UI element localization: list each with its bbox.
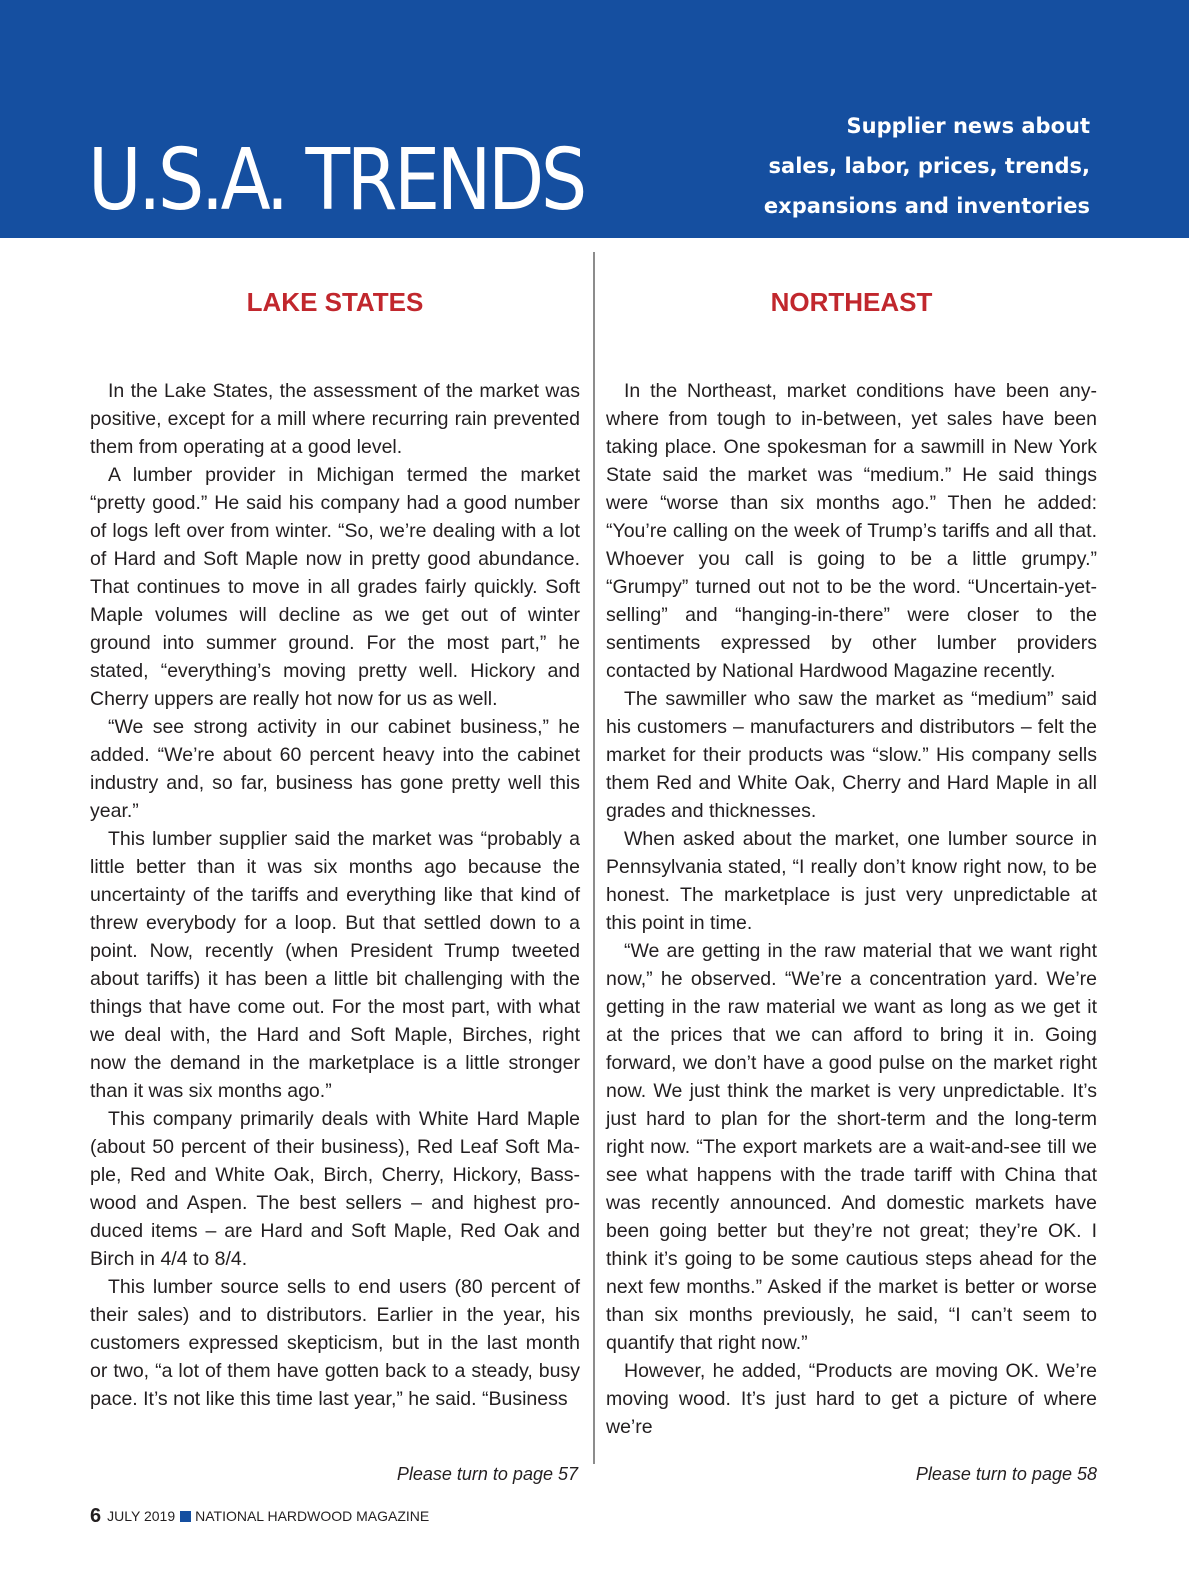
header-banner (0, 0, 1189, 238)
article-paragraph: “We are getting in the raw material that we want right now,” he observed. “We’re a concentration yard. We’re getting in the raw material we want as long as we get it at the prices that we can afford to bring it in. Going forward, we don’t have a good pulse on the market right now. We just think the market is very unpredictable. It’s just hard to plan for the short-term and the long-term right now. “The export markets are a wait-and-see till we see what happens with the trade tariff with China that was recently announced. And domestic markets have been going better but they’re not great; they’re OK. I think it’s going to be some cautious steps ahead for the next few months.” Asked if the market is better or worse than six months previously, he said, “I can’t seem to quantify that right now.” (606, 940, 1097, 1354)
article-paragraph: A lumber provider in Michigan termed the market “pretty good.” He said his company had a good number of logs left over from winter. “So, we’re dealing with a lot of Hard and Soft Maple now in pretty good abundance. That continues to move in all grades fairly quickly. Soft Maple volumes will decline as we get out of winter ground into summer ground. For the most part,” he stated, “everything’s moving pretty well. Hickory and Cherry uppers are really hot now for us as well. (90, 464, 580, 710)
column-divider (593, 252, 595, 1464)
article-paragraph: This company primarily deals with White Hard Maple (about 50 percent of their business), Red Leaf Soft Maple, Red and White Oak, Birch, Cherry, Hickory, Basswood and Aspen. The best sellers – and highest produced items – are Hard and Soft Maple, Red Oak and Birch in 4/4 to 8/4. (90, 1108, 580, 1270)
tagline-line: expansions and inventories (763, 194, 1090, 218)
article-paragraph: However, he added, “Products are moving OK. We’re moving wood. It’s just hard to get a picture of where we’re (606, 1360, 1097, 1438)
northeast-heading: NORTHEAST (770, 287, 933, 317)
article-paragraph: When asked about the market, one lumber source in Pennsylvania stated, “I really don’t know right now, to be honest. The marketplace is just very unpredictable at this point in time. (606, 828, 1097, 934)
page-number: 6 (90, 1504, 102, 1527)
issue-date: JULY 2019 (107, 1508, 176, 1524)
page-footer (90, 1502, 429, 1530)
square-bullet-icon (180, 1511, 191, 1522)
tagline-line: sales, labor, prices, trends, (768, 154, 1090, 178)
article-paragraph: In the Northeast, market conditions have been anywhere from tough to in-between, yet sales have been taking place. One spokesman for a sawmill in New York State said the market was “medium.” He said things were “worse than six months ago.” Then he added: “You’re calling on the week of Trump’s tariffs and all that. Whoever you call is going to be a little grumpy.” “Grumpy” turned out not to be the word. “Uncertain-yet-selling” and “hanging-in-there” were closer to the sentiments expressed by other lumber providers contacted by National Hardwood Magazine recently. (606, 380, 1097, 682)
lake-states-column (90, 282, 580, 1413)
continued-note-right: Please turn to page 58 (915, 1464, 1097, 1484)
lake-states-heading: LAKE STATES (246, 287, 424, 317)
continued-note-left: Please turn to page 57 (396, 1464, 578, 1484)
section-tagline (670, 106, 1090, 226)
article-paragraph: This lumber supplier said the market was “probably a little better than it was six months ago because the uncertainty of the tariffs and everything like that kind of threw everybody for a loop. But that settled down to a point. Now, recently (when President Trump tweeted about tariffs) it has been a little bit challenging with the things that have come out. For the most part, with what we deal with, the Hard and Soft Maple, Birches, right now the demand in the marketplace is a little stronger than it was six months ago.” (90, 828, 580, 1102)
section-title: U.S.A. TRENDS (88, 131, 584, 230)
tagline-line: Supplier news about (846, 114, 1090, 138)
article-paragraph: In the Lake States, the assessment of the market was positive, except for a mill where recurring rain prevented them from operating at a good level. (90, 380, 580, 458)
northeast-column (606, 282, 1097, 1441)
article-paragraph: “We see strong activity in our cabinet business,” he added. “We’re about 60 percent heavy into the cabinet industry and, so far, business has gone pretty well this year.” (90, 716, 580, 822)
article-paragraph: This lumber source sells to end users (80 percent of their sales) and to distributors. Earlier in the year, his customers expressed skepticism, but in the last month or two, “a lot of them have gotten back to a steady, busy pace. It’s not like this time last year,” he said. “Business (90, 1276, 580, 1410)
article-paragraph: The sawmiller who saw the market as “medium” said his customers – manufacturers and distributors – felt the market for their products was “slow.” His company sells them Red and White Oak, Cherry and Hard Maple in all grades and thicknesses. (606, 688, 1097, 822)
publication-name: NATIONAL HARDWOOD MAGAZINE (195, 1508, 430, 1524)
